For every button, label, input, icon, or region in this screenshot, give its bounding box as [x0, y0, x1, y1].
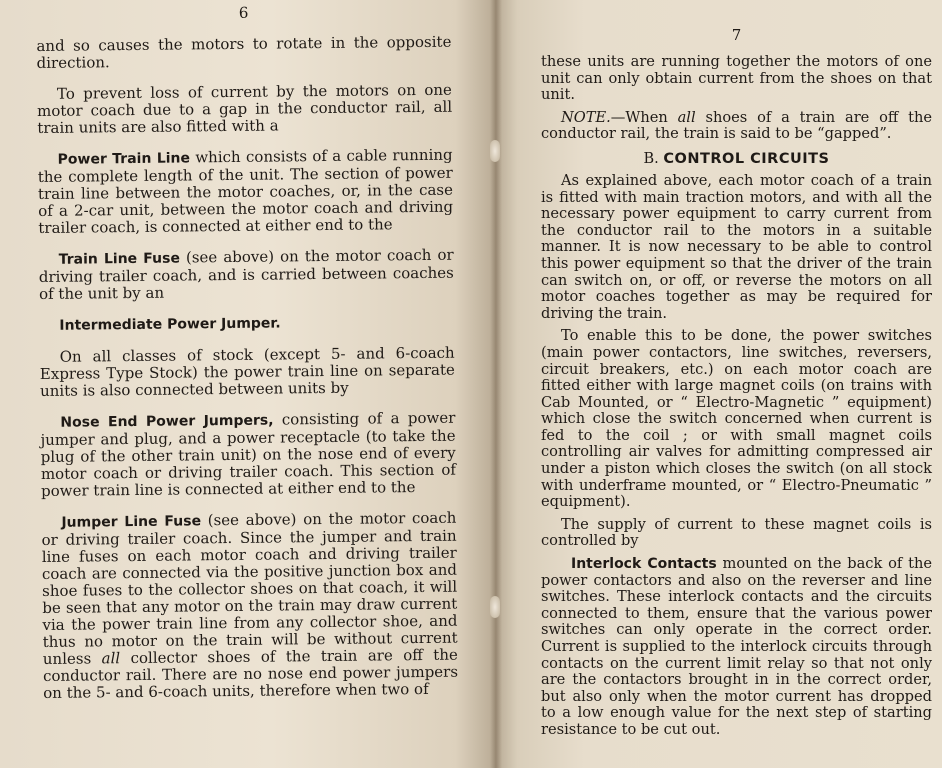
emphasis: all [677, 108, 696, 126]
section-letter: B. [643, 150, 659, 167]
paragraph-text: (see above) on the motor coach or driving trailer coach. Since the jumper and train line fuses on each motor coach and driving trailer coach are connected via the positive junction box and shoe fuses to the collector shoes on that coach, it will be seen that any motor on the train may draw current via the power train line from any collector shoe, and thus no motor on the train will be without current unless [41, 508, 458, 668]
paragraph: On all classes of stock (except 5- and 6-coach Express Type Stock) the power train line on separate units is also connected between units by [39, 343, 455, 400]
section-title: CONTROL CIRCUITS [663, 150, 830, 167]
staple [490, 140, 500, 162]
staple [490, 596, 500, 618]
paragraph-text: shoes of a train are off the conductor rail, the train is said to be “gapped”. [541, 108, 932, 143]
paragraph-text: which consists of a cable running the complete length of the unit. The section of power train line between the motor coaches, or, in the case of a 2-car unit, between the motor coach and driving trailer coach, is connected at either end to the [37, 145, 454, 237]
emphasis: all [101, 649, 121, 668]
paragraph-text: —When [610, 108, 678, 126]
paragraph-text: mounted on the back of the power contactors and also on the reverser and line switches. These interlock contacts and the circuits connected to them, ensure that the various power switches can only operate in the correct order. Current is supplied to the interlock circuits through contacts on the current limit relay so that not only are the contactors brought in in the correct order, but also only when the motor current has dropped to a low enough value for the next step of starting resistance to be cut out. [541, 555, 932, 738]
paragraph-text: (see above) on the motor coach or driving trailer coach, and is carried between coaches of the unit by an [38, 245, 454, 303]
section-heading [541, 151, 932, 167]
left-page-text [36, 2, 458, 702]
term-intermediate-power-jumper: Intermediate Power Jumper. [59, 315, 281, 334]
term-train-line-fuse: Train Line Fuse [58, 250, 181, 268]
right-page [495, 0, 942, 768]
paragraph: and so causes the motors to rotate in the opposite direction. [36, 32, 452, 72]
note-label: NOTE. [561, 108, 611, 126]
note-paragraph [541, 110, 932, 143]
paragraph [41, 510, 458, 702]
paragraph-text: consisting of a power jumper and plug, and a power receptacle (to take the plug of the other train unit) on the nose end of every motor coach or driving trailer coach. This section of power train line is connected at either end to the [40, 408, 456, 500]
paragraph: The supply of current to these magnet coils is controlled by [541, 515, 932, 550]
paragraph [541, 556, 932, 739]
term-jumper-line-fuse: Jumper Line Fuse [61, 513, 202, 531]
paragraph: To prevent loss of current by the motors on one motor coach due to a gap in the conductor rail, all train units are also fitted with a [37, 80, 453, 137]
book-gutter [490, 0, 502, 768]
paragraph: To enable this to be done, the power switches (main power contactors, line switches, reversers, circuit breakers, etc.) on each motor coach are fitted either with large magnet coils (on trains with Cab Mounted, or “ Electro-Magnetic ” equipment) which close the switch concerned when current is fed to the coil ; or with small magnet coils controlling air valves for admitting compressed air under a piston which closes the switch (on all stock with underframe mounted, or “ Electro-Pneumatic ” equipment). [541, 327, 932, 511]
paragraph [39, 247, 455, 303]
paragraph [38, 147, 454, 237]
term-power-train-line: Power Train Line [57, 150, 191, 168]
paragraph-text: collector shoes of the train are off the conductor rail. There are no nose end power jumpers on the 5- and 6-coach units, therefore when two of [42, 645, 459, 702]
term-nose-end-power-jumpers: Nose End Power Jumpers, [60, 412, 274, 431]
paragraph: As explained above, each motor coach of a train is fitted with main traction motors, and with all the necessary power equipment to carry current from the conductor rail to the motors in a suitable manner. It is now necessary to be able to control this power equipment so that the driver of the train can switch on, or off, or reverse the motors on all motor coaches together as may be required for driving the train. [541, 171, 932, 322]
page-number-left: 6 [238, 3, 249, 22]
term-interlock-contacts: Interlock Contacts [571, 556, 717, 573]
paragraph: these units are running together the motors of one unit can only obtain current from the shoes on that unit. [541, 53, 932, 104]
paragraph [40, 410, 456, 500]
page-number-right: 7 [731, 26, 742, 44]
